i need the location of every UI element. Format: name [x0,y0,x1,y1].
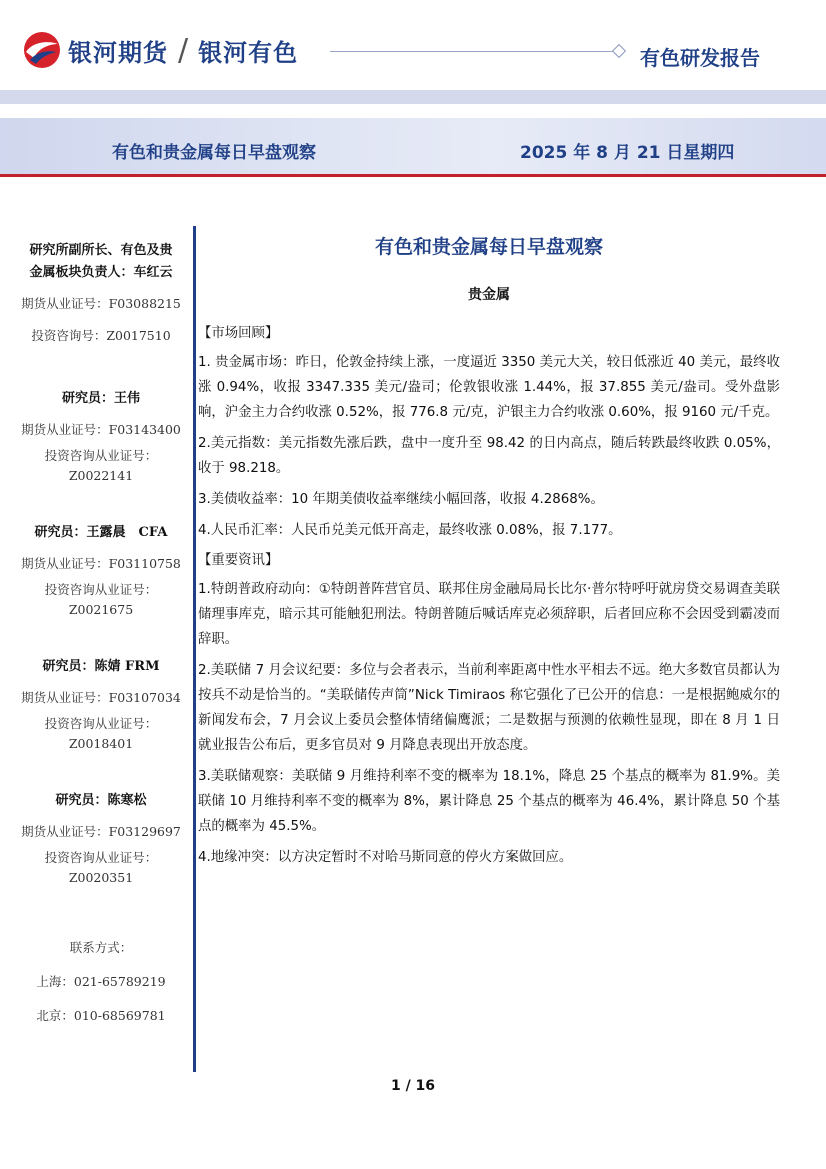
analyst-license: 期货从业证号：F03110758 [21,556,181,571]
document-title: 有色和贵金属每日早盘观察 [374,236,603,258]
analyst-license: 期货从业证号：F03088215 [21,296,181,311]
analyst-block [14,388,188,486]
contact-block [14,938,188,1026]
news-item: 2.美联储 7 月会议纪要：多位与会者表示，当前利率距离中性水平相去不远。绝大多数官员都认为按兵不动是恰当的。“美联储传声筒”Nick Timiraos 称它强化了已公开的信息：一是根据鲍威尔的新闻发布会，7 月会议上委员会整体情绪偏鹰派；二是数据与预测的依赖性显现，即在 8 月 1 日就业报告公布后，更多官员对 9 月降息表现出开放态度。 [198,663,780,753]
analyst-license: Z0021675 [68,602,134,617]
section-title: 贵金属 [468,287,510,303]
band-title: 有色和贵金属每日早盘观察 [112,143,316,163]
analyst-license: Z0022141 [68,468,134,483]
header-rule [330,51,618,52]
analyst-license: Z0020351 [68,870,134,885]
analyst-name: 金属板块负责人：车红云 [29,265,173,280]
band-date: 2025 年 8 月 21 日星期四 [520,143,735,163]
analyst-license: 投资咨询从业证号： [44,850,158,865]
title-band-underline [0,174,826,177]
header-band [0,90,826,104]
analyst-block [14,656,188,754]
news-header: 【重要资讯】 [198,553,279,568]
analyst-sidebar [14,240,188,1026]
analyst-name: 研究员：陈婧 FRM [42,659,160,674]
analyst-name: 研究员：王露晨 CFA [34,525,168,540]
contact-shanghai: 上海：021-65789219 [36,974,166,989]
analyst-block [14,240,188,346]
contact-beijing: 北京：010-68569781 [36,1008,166,1023]
analyst-license: 投资咨询号：Z0017510 [31,328,171,343]
analyst-block [14,522,188,620]
header-logo [22,28,298,72]
analyst-name: 研究所副所长、有色及贵 [29,243,173,258]
contact-label: 联系方式： [69,940,133,955]
market-review-item: 3.美债收益率：10 年期美债收益率继续小幅回落，收报 4.2868%。 [198,492,604,507]
market-review-item: 1. 贵金属市场：昨日，伦敦金持续上涨，一度逼近 3350 美元大关，较日低涨近 40 美元，最终收涨 0.94%，收报 3347.335 美元/盎司；伦敦银收涨 1.44%，报 37.855 美元/盎司。受外盘影响，沪金主力合约收涨 0.52%，报 776.8 元/克，沪银主力合约收涨 0.60%，报 9160 元/千克。 [198,355,780,420]
news-item: 1.特朗普政府动向：①特朗普阵营官员、联邦住房金融局局长比尔·普尔特呼吁就房贷交易调查美联储理事库克，暗示其可能触犯刑法。特朗普随后喊话库克必须辞职，后者回应称不会因受到霸凌而辞职。 [198,582,780,647]
analyst-license: Z0018401 [68,736,134,751]
analyst-block [14,790,188,888]
analyst-name: 研究员：王伟 [61,391,140,406]
analyst-license: 期货从业证号：F03107034 [21,690,181,705]
analyst-license: 期货从业证号：F03129697 [21,824,181,839]
market-review-item: 2.美元指数：美元指数先涨后跌，盘中一度升至 98.42 的日内高点，随后转跌最终收跌 0.05%，收于 98.218。 [198,436,780,476]
logo-divider: / [178,32,189,68]
company-name: 银河期货 [68,38,168,67]
analyst-license: 投资咨询从业证号： [44,716,158,731]
news-item: 4.地缘冲突：以方决定暂时不对哈马斯同意的停火方案做回应。 [198,850,573,865]
report-type: 有色研发报告 [640,46,760,70]
galaxy-logo-icon [22,30,62,70]
analyst-license: 投资咨询从业证号： [44,448,158,463]
market-review-item: 4.人民币汇率：人民币兑美元低开高走，最终收涨 0.08%，报 7.177。 [198,523,622,538]
diamond-icon [612,44,626,58]
sidebar-divider [193,226,196,1072]
analyst-name: 研究员：陈寒松 [55,793,147,808]
market-review-header: 【市场回顾】 [198,326,279,341]
analyst-license: 投资咨询从业证号： [44,582,158,597]
report-body [198,228,780,870]
news-item: 3.美联储观察：美联储 9 月维持利率不变的概率为 18.1%，降息 25 个基点的概率为 81.9%。美联储 10 月维持利率不变的概率为 8%，累计降息 25 个基点的概率为 46.4%，累计降息 50 个基点的概率为 45.5%。 [198,769,780,834]
page-number: 1 / 16 [390,1078,436,1094]
analyst-license: 期货从业证号：F03143400 [21,422,181,437]
division-name: 银河有色 [198,38,299,67]
